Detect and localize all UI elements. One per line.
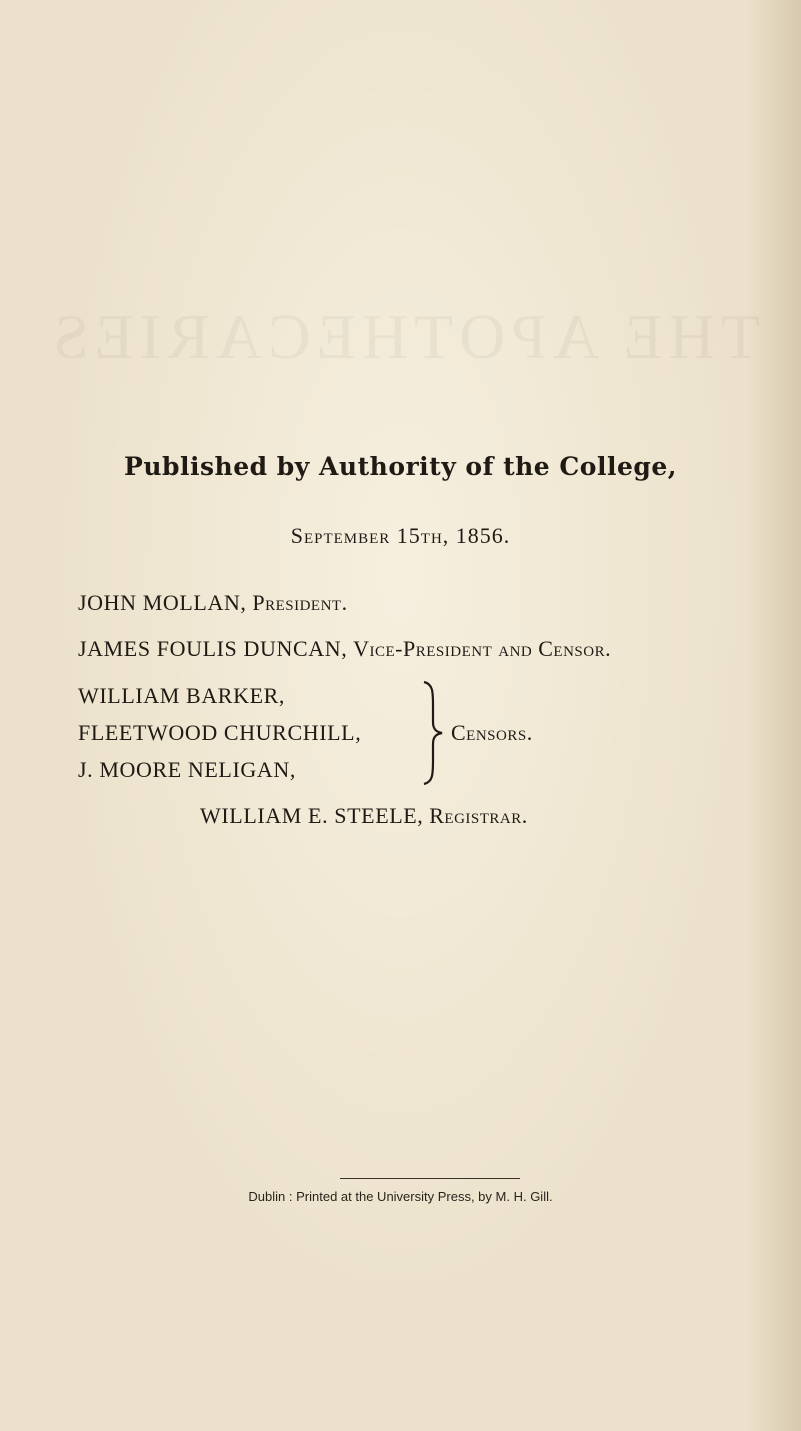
bleed-through-text: THE APOTHECARIES xyxy=(47,301,760,372)
registrar-name: WILLIAM E. STEELE, xyxy=(200,803,424,828)
censors-label: Censors. xyxy=(451,720,533,745)
officer-title: President. xyxy=(252,590,348,615)
officer-vice-president xyxy=(78,636,611,662)
officer-title: Vice-President and Censor. xyxy=(353,636,612,661)
officer-name: JOHN MOLLAN, xyxy=(78,590,247,615)
footer-rule xyxy=(340,1178,520,1179)
date-line: September 15th, 1856. xyxy=(290,523,511,548)
censor-name: J. MOORE NELIGAN, xyxy=(78,757,296,782)
censor-name: WILLIAM BARKER, xyxy=(78,683,285,708)
publisher-line: Published by Authority of the College, xyxy=(124,452,677,481)
officer-president xyxy=(78,590,348,616)
printer-imprint: Dublin : Printed at the University Press, by M. H. Gill. xyxy=(248,1189,553,1204)
registrar-title: Registrar. xyxy=(429,803,528,828)
officer-name: JAMES FOULIS DUNCAN, xyxy=(78,636,348,661)
censors-brace xyxy=(421,678,445,788)
censor-name: FLEETWOOD CHURCHILL, xyxy=(78,720,362,745)
registrar-line xyxy=(200,803,528,829)
